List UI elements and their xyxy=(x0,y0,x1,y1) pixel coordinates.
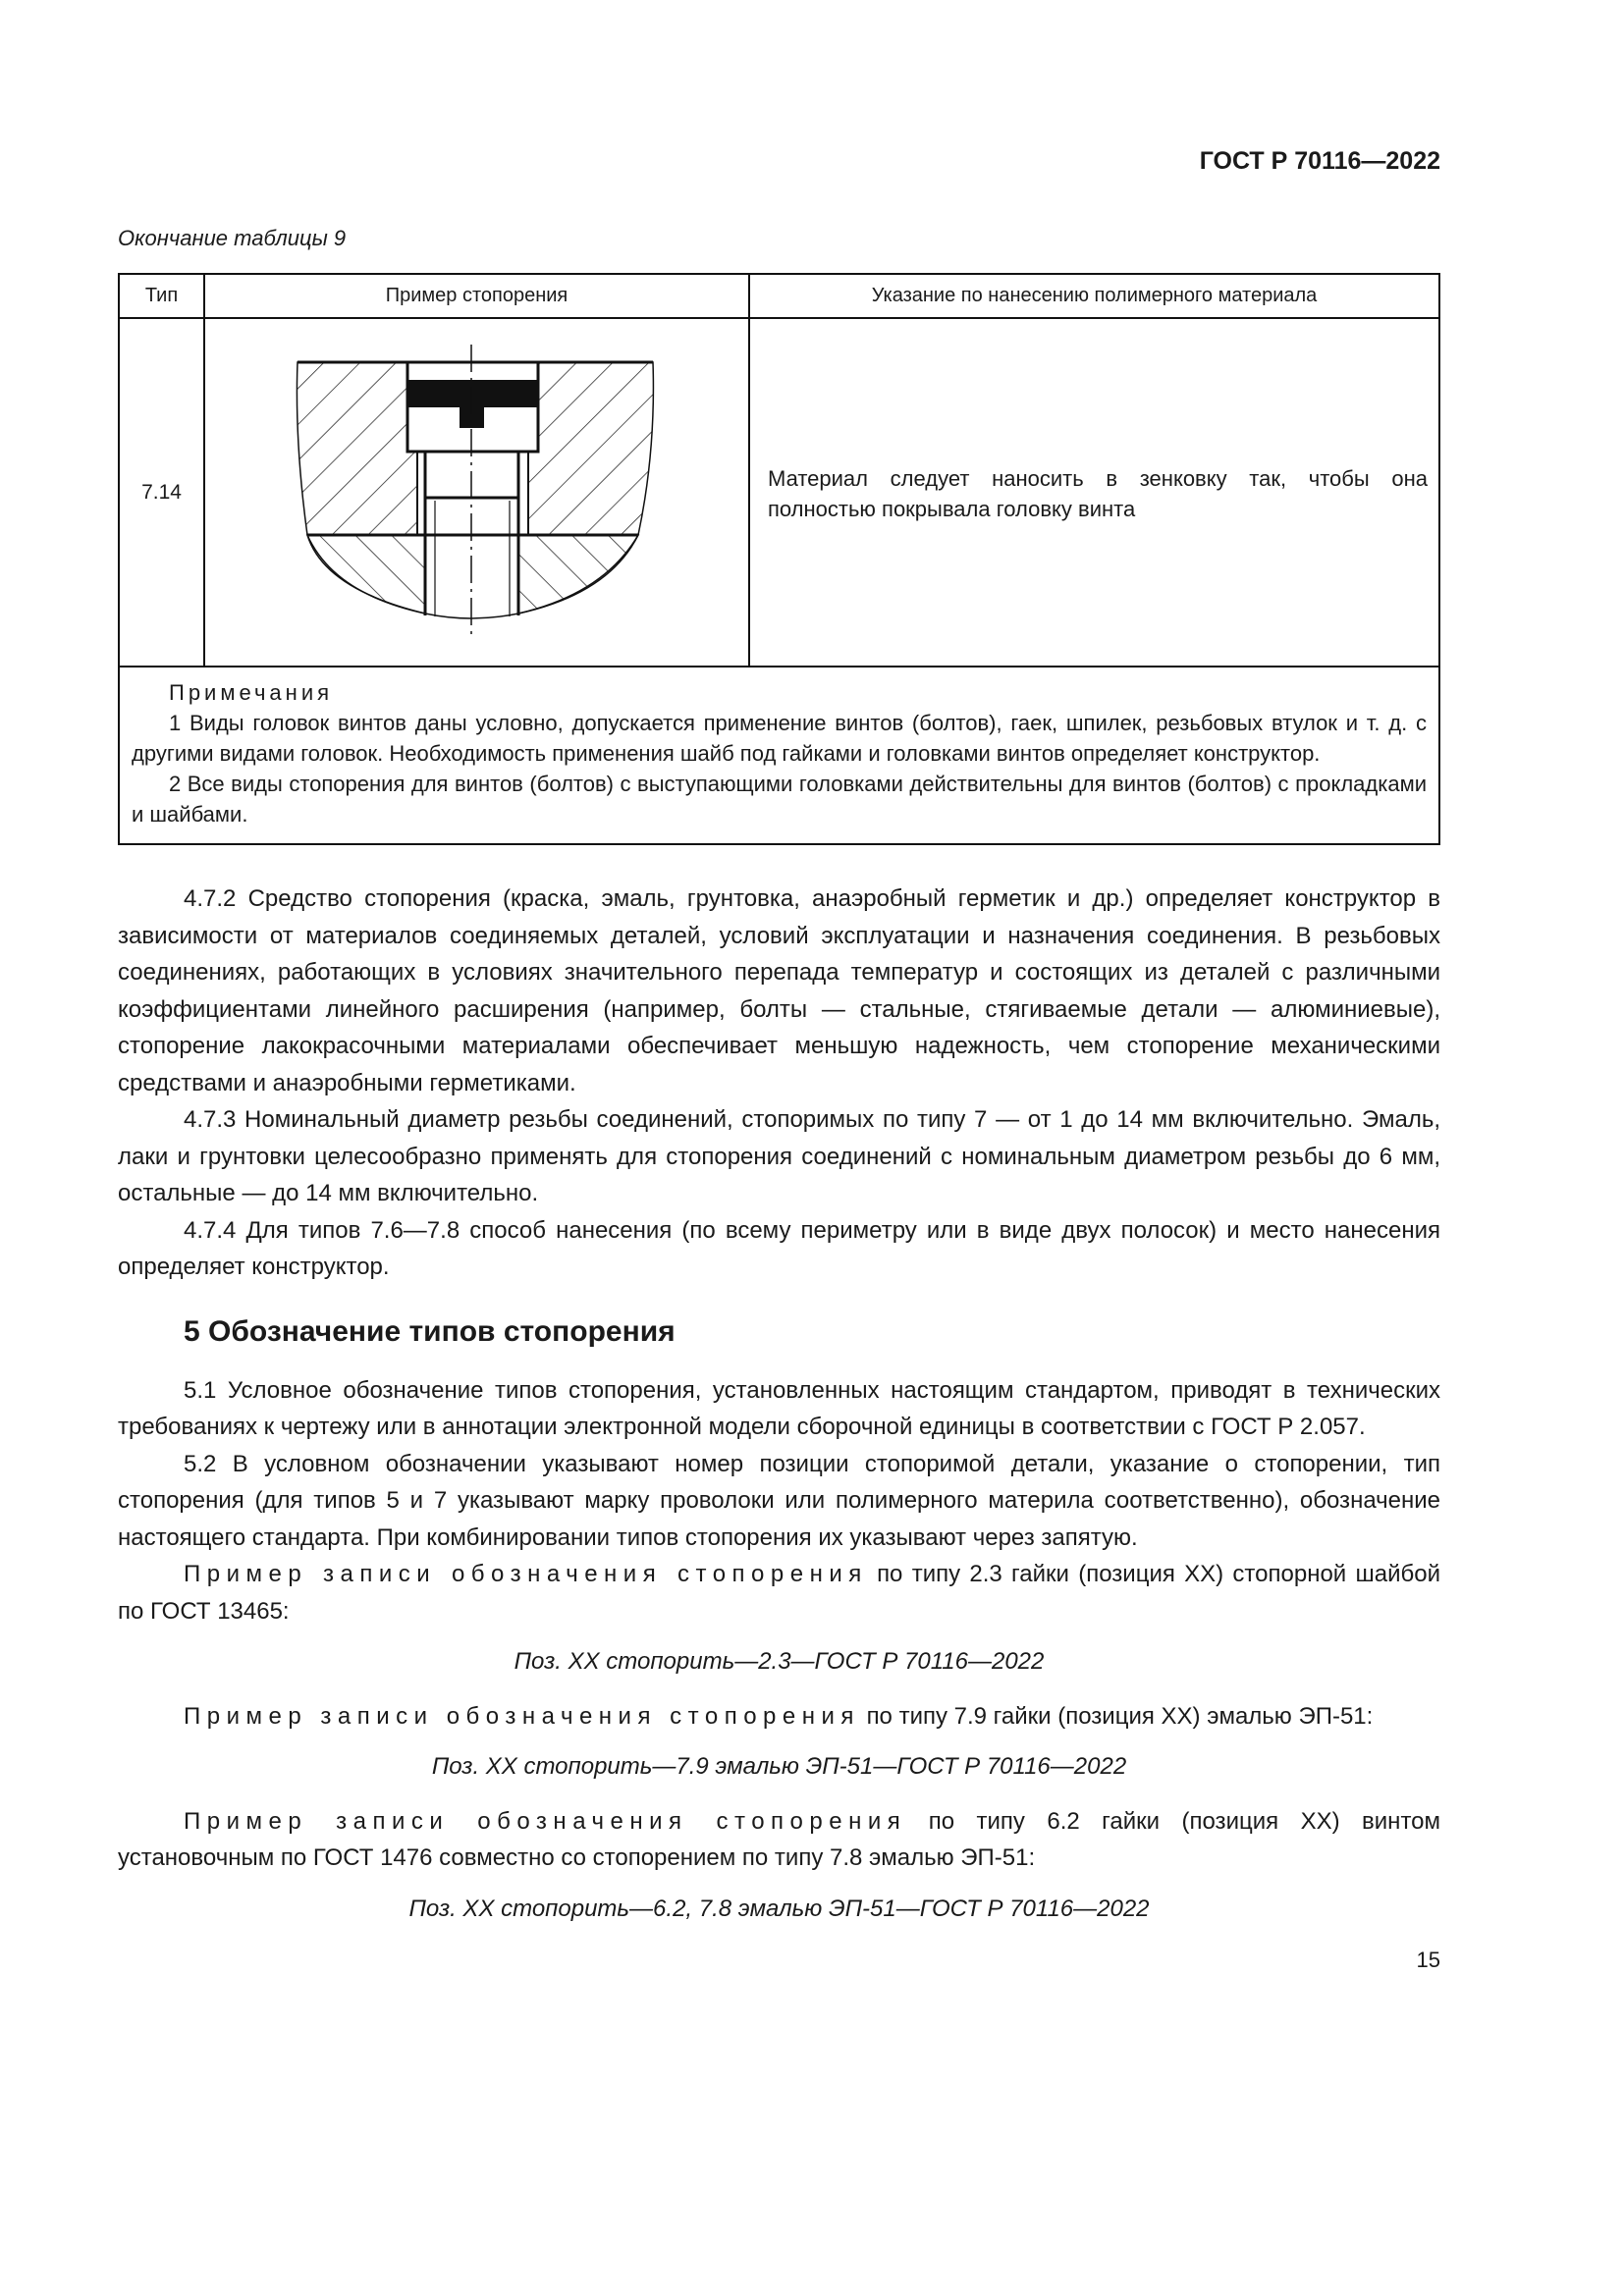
section-heading: 5 Обозначение типов стопорения xyxy=(184,1314,676,1348)
table-notes xyxy=(120,667,1438,843)
example-designation: Поз. XX стопорить—7.9 эмалью ЭП-51—ГОСТ Р 70116—2022 xyxy=(431,1753,1127,1780)
para-4-7-3: 4.7.3 Номинальный диаметр резьбы соединений, стопоримых по типу 7 — от 1 до 14 мм включительно. Эмаль, лаки и грунтовки целесообразно применять для стопорения соединений с номинальным диаметром резьбы до 6 мм, остальные — до 14 мм включительно. xyxy=(118,1106,1440,1206)
example-text: по типу 6.2 гайки (позиция XX) винтом установочным по ГОСТ 1476 совместно со стопорением по типу 7.8 эмалью ЭП-51: xyxy=(118,1807,1441,1871)
page-number: 15 xyxy=(1416,1948,1440,1972)
notes-title: Примечания xyxy=(169,680,334,705)
para-5-2: 5.2 В условном обозначении указывают номер позиции стопоримой детали, указание о стопорении, тип стопорения (для типов 5 и 7 указывают марку проволоки или полимерного материла соответственно), обозначение настоящего стандарта. При комбинировании типов стопорения их указывают через запятую. xyxy=(118,1450,1440,1551)
header-type: Тип xyxy=(144,285,179,306)
example-text: по типу 2.3 гайки (позиция XX) стопорной шайбой по ГОСТ 13465: xyxy=(118,1561,1441,1625)
table-caption: Окончание таблицы 9 xyxy=(118,226,347,250)
example-designation: Поз. XX стопорить—6.2, 7.8 эмалью ЭП-51—ГОСТ Р 70116—2022 xyxy=(408,1895,1150,1922)
example-designation: Поз. XX стопорить—2.3—ГОСТ Р 70116—2022 xyxy=(514,1648,1045,1675)
para-4-7-2: 4.7.2 Средство стопорения (краска, эмаль, грунтовка, анаэробный герметик и др.) определяет конструктор в зависимости от материалов соединяемых деталей, условий эксплуатации и назначения соединения. В резьбовых соединениях, работающих в условиях значительного перепада температур и состоящих из деталей с различными коэффициентами линейного расширения (например, болты — стальные, стягиваемые детали — алюминиевые), стопорение лакокрасочными материалами обеспечивает меньшую надежность, чем стопорение механическими средствами и анаэробными герметиками. xyxy=(118,885,1440,1096)
header-instruction: Указание по нанесению полимерного материала xyxy=(871,285,1318,306)
example-lead: Пример записи обозначения стопорения xyxy=(184,1807,907,1835)
page xyxy=(118,147,1440,1974)
note-1: 1 Виды головок винтов даны условно, допускается применение винтов (болтов), гаек, шпилек, резьбовых втулок и т. д. с другими видами головок. Необходимость применения шайб под гайками и головками винтов определяет конструктор. xyxy=(132,711,1427,766)
divider xyxy=(748,275,750,666)
para-4-7-4: 4.7.4 Для типов 7.6—7.8 способ нанесения (по всему периметру или в виде двух полосок) и место нанесения определяет конструктор. xyxy=(118,1216,1440,1280)
row-instruction: Материал следует наносить в зенковку так, чтобы она полностью покрывала головку винта xyxy=(768,466,1428,521)
document-code: ГОСТ Р 70116—2022 xyxy=(1199,147,1440,175)
header-example: Пример стопорения xyxy=(385,285,568,306)
example-1 xyxy=(118,1556,1440,1629)
example-3 xyxy=(118,1803,1440,1877)
table-9 xyxy=(118,273,1440,845)
body-text xyxy=(118,881,1440,1927)
divider xyxy=(120,317,1438,319)
row-type: 7.14 xyxy=(141,480,182,504)
example-lead: Пример записи обозначения стопорения xyxy=(184,1561,868,1587)
table-main-rows xyxy=(120,275,1438,667)
example-text: по типу 7.9 гайки (позиция XX) эмалью ЭП-51: xyxy=(866,1702,1374,1730)
para-5-1: 5.1 Условное обозначение типов стопорения, установленных настоящим стандартом, приводят в технических требованиях к чертежу или в аннотации электронной модели сборочной единицы в соответствии с ГОСТ Р 2.057. xyxy=(118,1376,1440,1440)
note-2: 2 Все виды стопорения для винтов (болтов) с выступающими головками действительны для винтов (болтов) с прокладками и шайбами. xyxy=(132,772,1427,827)
example-2 xyxy=(118,1698,1440,1735)
example-lead: Пример записи обозначения стопорения xyxy=(184,1702,860,1730)
divider xyxy=(203,275,205,666)
